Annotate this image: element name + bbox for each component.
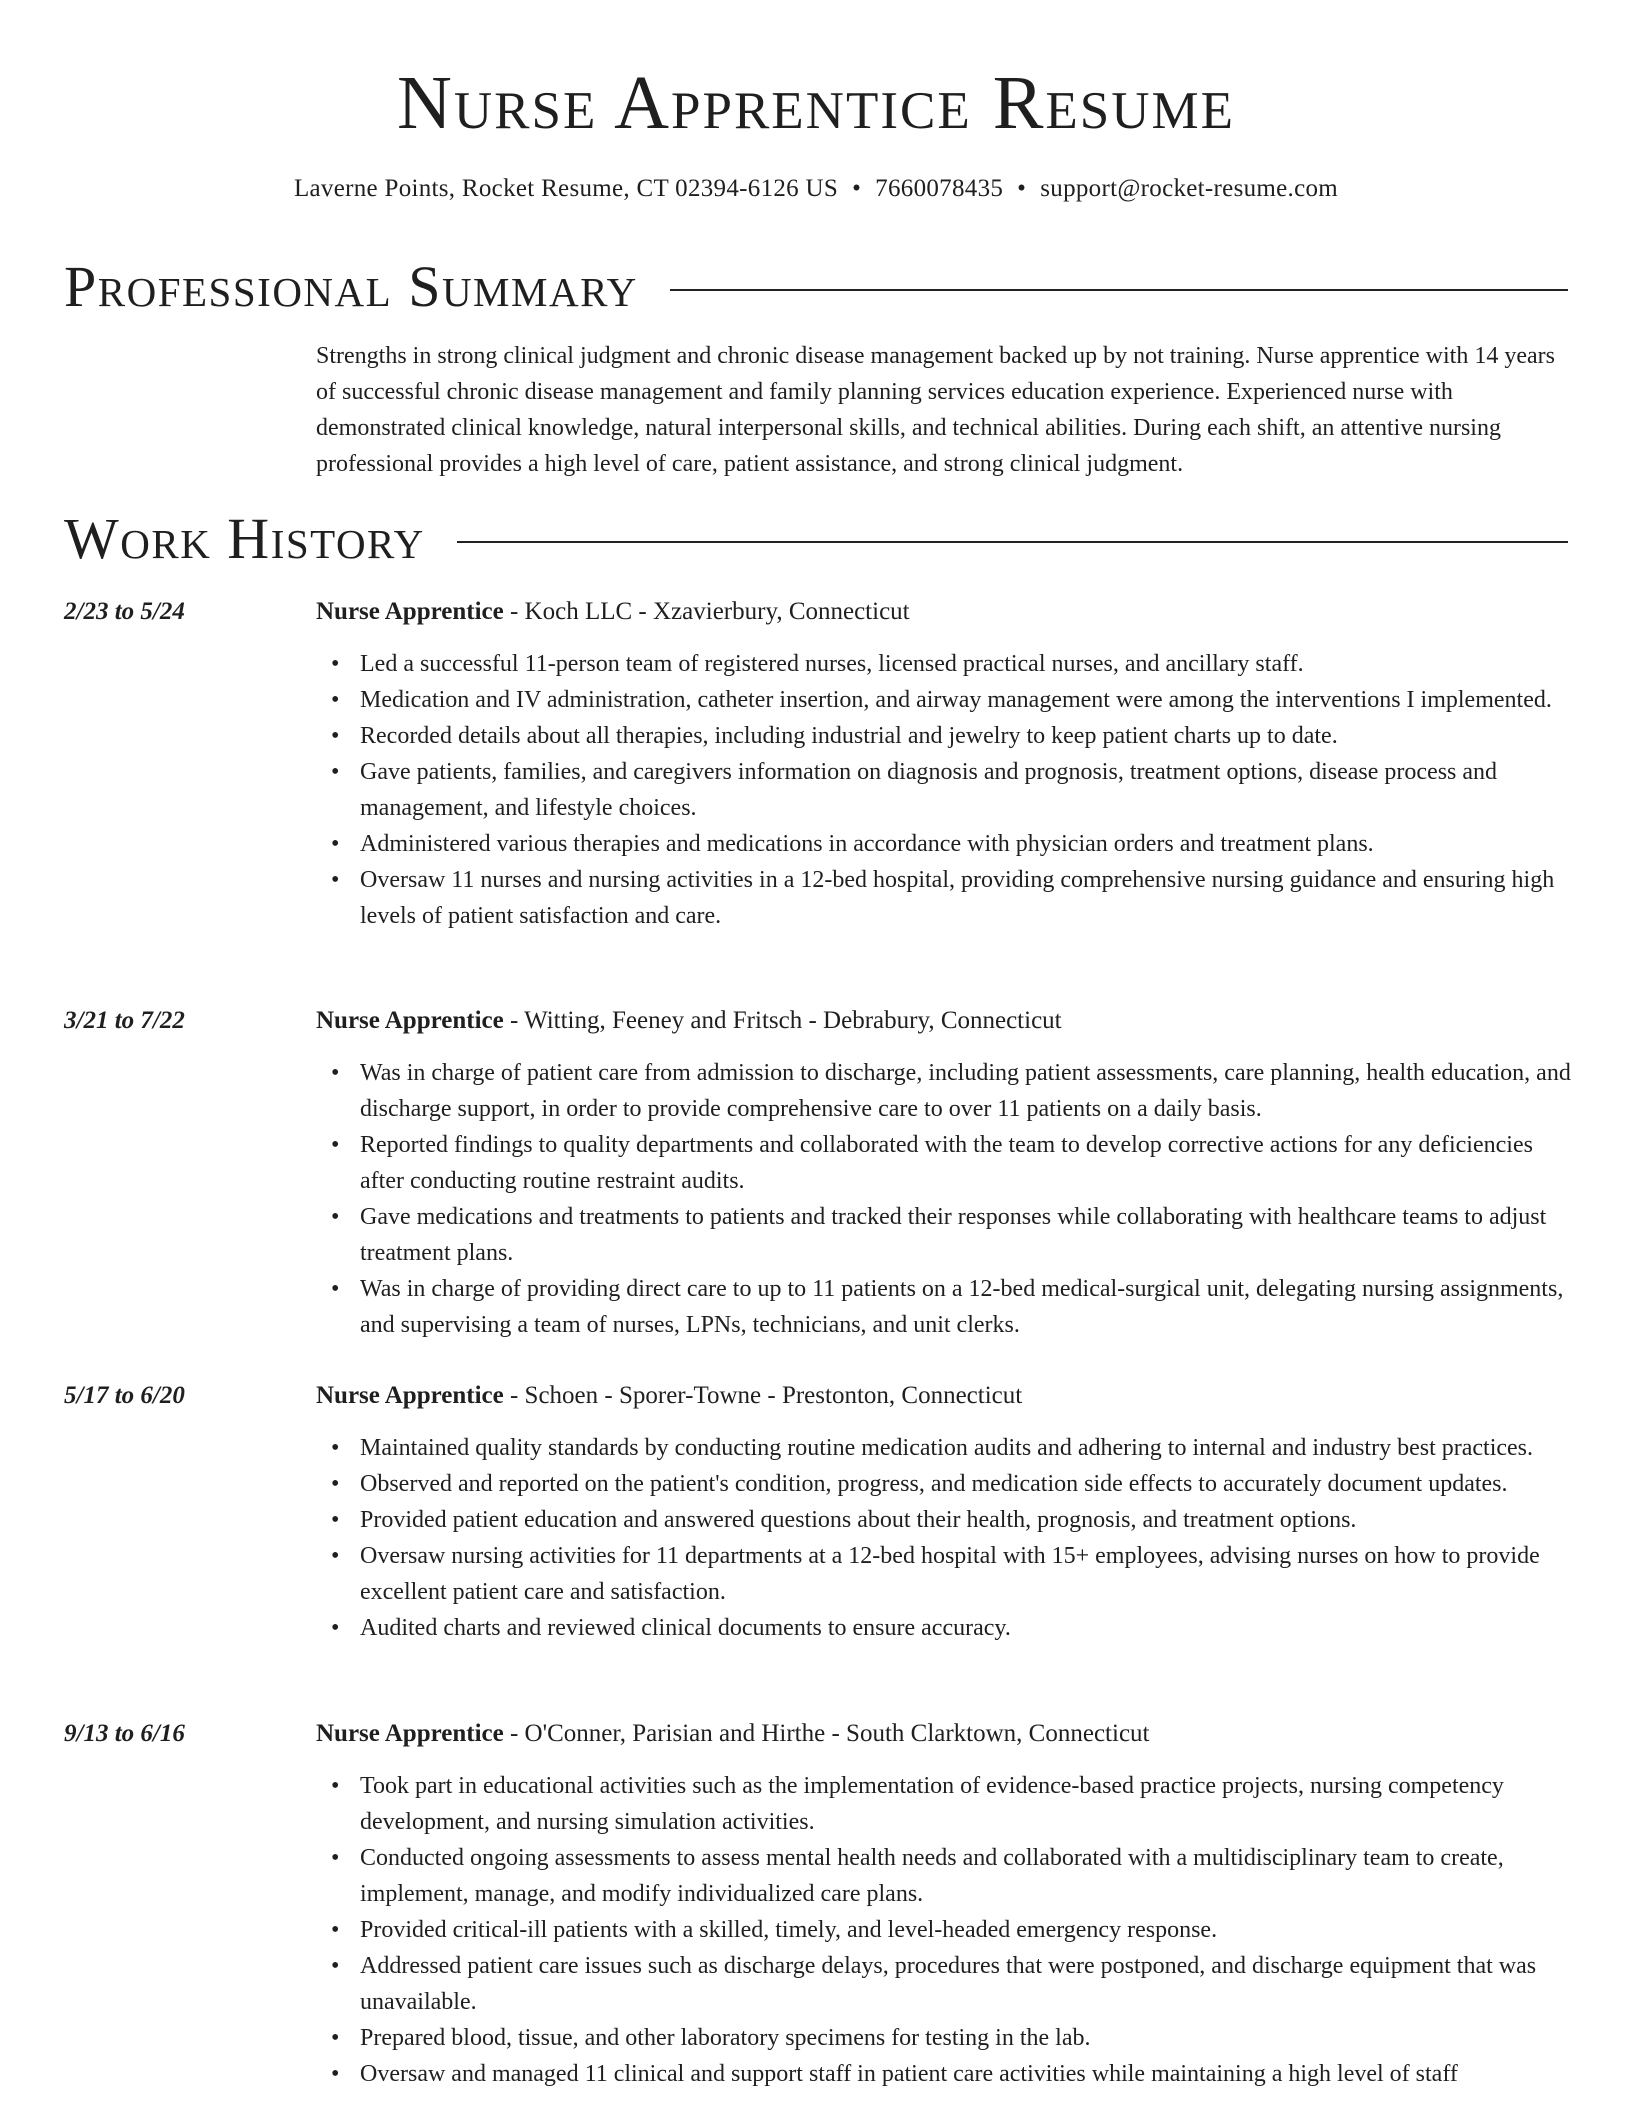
list-item xyxy=(331,682,1572,718)
bullet-icon: • xyxy=(331,1471,340,1497)
contact-email: support@rocket-resume.com xyxy=(1040,175,1339,202)
job-dates: 5/17 to 6/20 xyxy=(64,1382,185,1409)
bullet-text: Oversaw nursing activities for 11 departments at a 12-bed hospital with 15+ employees, advising nurses on how to provide excellent patient care and satisfaction. xyxy=(360,1543,1540,1605)
bullet-text: Maintained quality standards by conducting routine medication audits and adhering to internal and industry best practices. xyxy=(360,1435,1534,1461)
bullet-text: Prepared blood, tissue, and other laboratory specimens for testing in the lab. xyxy=(360,2025,1091,2051)
bullet-icon: • xyxy=(331,1615,340,1641)
job-bullet-list xyxy=(316,1430,1572,1646)
job-heading xyxy=(316,594,1572,630)
bullet-text: Administered various therapies and medications in accordance with physician orders and treatment plans. xyxy=(360,831,1374,857)
job-heading xyxy=(316,1378,1572,1414)
bullet-text: Observed and reported on the patient's condition, progress, and medication side effects to accurately document updates. xyxy=(360,1471,1508,1497)
job-employer: - Witting, Feeney and Fritsch - Debrabury, Connecticut xyxy=(503,1007,1062,1034)
job-dates: 9/13 to 6/16 xyxy=(64,1720,185,1747)
bullet-text: Addressed patient care issues such as discharge delays, procedures that were postponed, and discharge equipment that was unavailable. xyxy=(360,1953,1537,2015)
bullet-icon: • xyxy=(331,831,340,857)
bullet-icon: • xyxy=(331,1435,340,1461)
list-item xyxy=(331,1610,1572,1646)
bullet-text: Oversaw 11 nurses and nursing activities in a 12-bed hospital, providing comprehensive nursing guidance and ensuring high levels of patient satisfaction and care. xyxy=(360,867,1555,929)
section-divider xyxy=(457,541,1568,543)
bullet-icon: • xyxy=(331,867,340,893)
list-item xyxy=(331,1502,1572,1538)
contact-address: Laverne Points, Rocket Resume, CT 02394-6126 US xyxy=(293,175,839,202)
bullet-icon: • xyxy=(331,1060,340,1086)
job-employer: - O'Conner, Parisian and Hirthe - South Clarktown, Connecticut xyxy=(503,1720,1150,1747)
bullet-text: Gave patients, families, and caregivers information on diagnosis and prognosis, treatment options, disease process and management, and lifestyle choices. xyxy=(360,759,1498,821)
job-heading xyxy=(316,1716,1572,1752)
bullet-text: Provided critical-ill patients with a skilled, timely, and level-headed emergency response. xyxy=(360,1917,1218,1943)
bullet-icon: • xyxy=(331,1845,340,1871)
bullet-icon: • xyxy=(331,1953,340,1979)
bullet-text: Gave medications and treatments to patients and tracked their responses while collaborating with healthcare teams to adjust treatment plans. xyxy=(360,1204,1547,1266)
bullet-text: Recorded details about all therapies, including industrial and jewelry to keep patient charts up to date. xyxy=(360,723,1338,749)
bullet-icon: • xyxy=(331,723,340,749)
list-item xyxy=(331,1948,1572,2020)
bullet-text: Provided patient education and answered questions about their health, prognosis, and treatment options. xyxy=(360,1507,1357,1533)
summary-section-header xyxy=(64,252,1568,322)
bullet-icon: • xyxy=(331,1276,340,1302)
bullet-text: Conducted ongoing assessments to assess mental health needs and collaborated with a multidisciplinary team to create, implement, manage, and modify individualized care plans. xyxy=(360,1845,1504,1907)
contact-line xyxy=(0,172,1632,206)
job-dates: 3/21 to 7/22 xyxy=(64,1007,185,1034)
bullet-icon: • xyxy=(331,1132,340,1158)
list-item xyxy=(331,1127,1572,1199)
bullet-icon: • xyxy=(331,2061,340,2087)
summary-heading: Professional Summary xyxy=(64,254,638,319)
list-item xyxy=(331,1768,1572,1840)
list-item xyxy=(331,862,1572,934)
list-item xyxy=(331,1430,1572,1466)
list-item xyxy=(331,646,1572,682)
list-item xyxy=(331,1271,1572,1343)
list-item xyxy=(331,1538,1572,1610)
list-item xyxy=(331,1466,1572,1502)
job-role: Nurse Apprentice xyxy=(316,598,504,625)
job-bullet-list xyxy=(316,646,1572,934)
list-item xyxy=(331,754,1572,826)
bullet-text: Oversaw and managed 11 clinical and support staff in patient care activities while maintaining a high level of staff xyxy=(360,2061,1458,2087)
list-item xyxy=(331,1055,1572,1127)
work-history-section-header xyxy=(64,504,1568,574)
bullet-text: Was in charge of providing direct care to up to 11 patients on a 12-bed medical-surgical unit, delegating nursing assignments, and supervising a team of nurses, LPNs, technicians, and unit clerks. xyxy=(360,1276,1564,1338)
resume-title: Nurse Apprentice Resume xyxy=(396,61,1236,145)
list-item xyxy=(331,2020,1572,2056)
bullet-icon: • xyxy=(331,1507,340,1533)
bullet-icon: • xyxy=(331,759,340,785)
bullet-text: Reported findings to quality departments and collaborated with the team to develop corrective actions for any deficiencies after conducting routine restraint audits. xyxy=(360,1132,1533,1194)
bullet-text: Audited charts and reviewed clinical documents to ensure accuracy. xyxy=(360,1615,1011,1641)
bullet-icon: • xyxy=(331,1773,340,1799)
contact-separator: • xyxy=(852,175,862,202)
list-item xyxy=(331,1912,1572,1948)
job-bullet-list xyxy=(316,1768,1572,2092)
bullet-icon: • xyxy=(331,687,340,713)
job-dates: 2/23 to 5/24 xyxy=(64,598,185,625)
bullet-icon: • xyxy=(331,2025,340,2051)
job-heading xyxy=(316,1003,1572,1039)
list-item xyxy=(331,2056,1572,2092)
job-bullet-list xyxy=(316,1055,1572,1343)
bullet-icon: • xyxy=(331,651,340,677)
list-item xyxy=(331,1199,1572,1271)
bullet-icon: • xyxy=(331,1543,340,1569)
contact-phone: 7660078435 xyxy=(875,175,1004,202)
job-role: Nurse Apprentice xyxy=(316,1007,504,1034)
bullet-text: Medication and IV administration, catheter insertion, and airway management were among the interventions I implemented. xyxy=(360,687,1552,713)
job-role: Nurse Apprentice xyxy=(316,1720,504,1747)
bullet-text: Led a successful 11-person team of registered nurses, licensed practical nurses, and ancillary staff. xyxy=(360,651,1304,677)
contact-separator: • xyxy=(1017,175,1027,202)
bullet-icon: • xyxy=(331,1917,340,1943)
section-divider xyxy=(670,289,1568,291)
bullet-text: Took part in educational activities such as the implementation of evidence-based practice projects, nursing competency development, and nursing simulation activities. xyxy=(360,1773,1504,1835)
bullet-icon: • xyxy=(331,1204,340,1230)
summary-text: Strengths in strong clinical judgment and chronic disease management backed up by not training. Nurse apprentice with 14 years of successful chronic disease management and family planning services education experience. Experienced nurse with demonstrated clinical knowledge, natural interpersonal skills, and technical abilities. During each shift, an attentive nursing professional provides a high level of care, patient assistance, and strong clinical judgment. xyxy=(316,343,1555,477)
list-item xyxy=(331,826,1572,862)
job-role: Nurse Apprentice xyxy=(316,1382,504,1409)
list-item xyxy=(331,718,1572,754)
list-item xyxy=(331,1840,1572,1912)
work-history-heading: Work History xyxy=(64,506,425,571)
job-employer: - Schoen - Sporer-Towne - Prestonton, Connecticut xyxy=(503,1382,1023,1409)
bullet-text: Was in charge of patient care from admission to discharge, including patient assessments, care planning, health education, and discharge support, in order to provide comprehensive care to over 11 patients on a daily basis. xyxy=(360,1060,1571,1122)
job-employer: - Koch LLC - Xzavierbury, Connecticut xyxy=(503,598,910,625)
